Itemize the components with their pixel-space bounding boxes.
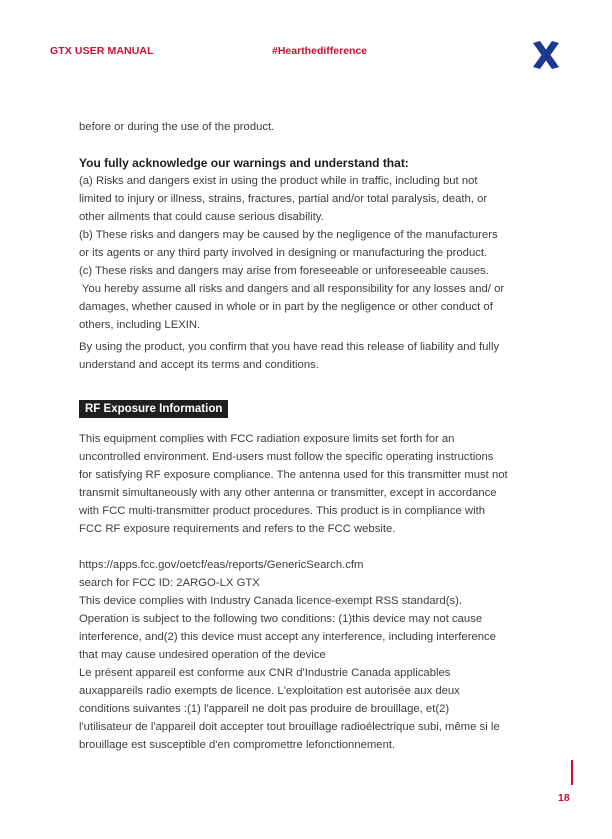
text-line: You hereby assume all risks and dangers and all responsibility for any losses and/ or	[79, 283, 505, 295]
text-line: (c) These risks and dangers may arise from foreseeable or unforeseeable causes.	[79, 265, 489, 277]
warning-title: You fully acknowledge our warnings and understand that:	[79, 156, 409, 170]
text-line: brouillage est susceptible d'en compromettre lefonctionnement.	[79, 739, 396, 751]
page-number: 18	[558, 792, 570, 804]
fcc-link[interactable]: https://apps.fcc.gov/oetcf/eas/reports/GenericSearch.cfm	[79, 559, 364, 571]
text-line: By using the product, you confirm that you have read this release of liability and fully	[79, 341, 500, 353]
page-content	[79, 118, 549, 754]
text-line: limited to injury or illness, strains, fractures, partial and/or total paralysis, death, or	[79, 193, 488, 205]
text-line: l'utilisateur de l'appareil doit accepter tout brouillage radioélectrique subi, même si le	[79, 721, 500, 733]
text-line: search for FCC ID: 2ARGO-LX GTX	[79, 577, 260, 589]
spacer	[79, 538, 549, 556]
page-marker-line	[571, 760, 573, 785]
text-line: This device complies with Industry Canada licence-exempt RSS standard(s).	[79, 595, 463, 607]
text-line: damages, whether caused in whole or in part by the negligence or other conduct of	[79, 301, 493, 313]
text-line: auxappareils radio exempts de licence. L'exploitation est autorisée aux deux	[79, 685, 460, 697]
text-line: others, including LEXIN.	[79, 319, 201, 331]
hashtag: #Hearthedifference	[272, 45, 368, 57]
text-line: (a) Risks and dangers exist in using the product while in traffic, including but not	[79, 175, 478, 187]
x-logo-icon	[531, 40, 561, 70]
text-line: other ailments that could cause serious disability.	[79, 211, 324, 223]
text-line: This equipment complies with FCC radiation exposure limits set forth for an	[79, 433, 455, 445]
text-line: understand and accept its terms and conditions.	[79, 359, 319, 371]
manual-title: GTX USER MANUAL	[50, 45, 154, 57]
rf-exposure-heading: RF Exposure Information	[79, 400, 228, 418]
text-line: or its agents or any third party involved in designing or manufacturing the product.	[79, 247, 488, 259]
text-line: transmit simultaneously with any other antenna or transmitter, except in accordance	[79, 487, 497, 499]
text-line: that may cause undesired operation of the device	[79, 649, 326, 661]
text-line: Operation is subject to the following two conditions: (1)this device may not cause	[79, 613, 483, 625]
fcc-paragraph	[79, 556, 549, 754]
text-line: (b) These risks and dangers may be caused by the negligence of the manufacturers	[79, 229, 498, 241]
text-line: uncontrolled environment. End-users must follow the specific operating instructions	[79, 451, 494, 463]
text-line: for satisfying RF exposure compliance. The antenna used for this transmitter must not	[79, 469, 508, 481]
text-line: Le présent appareil est conforme aux CNR d'Industrie Canada applicables	[79, 667, 451, 679]
text-line: FCC RF exposure requirements and refers to the FCC website.	[79, 523, 396, 535]
confirm-paragraph	[79, 338, 549, 374]
text-line: with FCC multi-transmitter product procedures. This product is in compliance with	[79, 505, 485, 517]
text-line: conditions suivantes :(1) l'appareil ne doit pas produire de brouillage, et(2)	[79, 703, 450, 715]
warning-list	[79, 172, 549, 334]
intro-line: before or during the use of the product.	[79, 121, 275, 133]
rf-paragraph	[79, 430, 549, 538]
text-line: interference, and(2) this device must accept any interference, including interference	[79, 631, 496, 643]
